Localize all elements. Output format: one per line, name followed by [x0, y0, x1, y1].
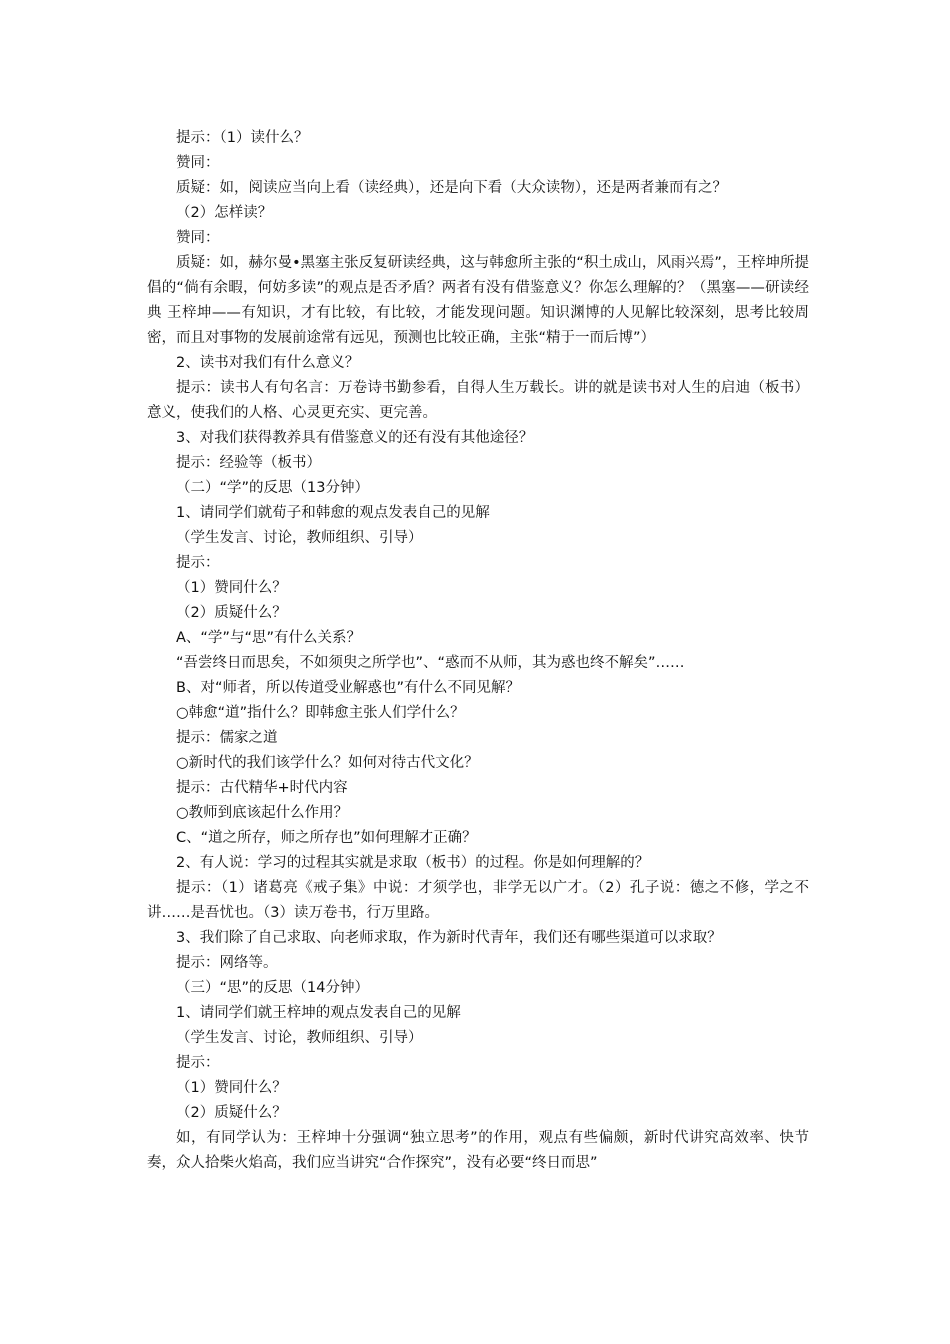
paragraph: （2）怎样读？	[176, 205, 273, 221]
paragraph: （2）质疑什么？	[176, 1105, 287, 1121]
paragraph: 2、读书对我们有什么意义？	[176, 355, 360, 371]
paragraph: 1、请同学们就荀子和韩愈的观点发表自己的见解	[176, 505, 490, 521]
paragraph: 提示：古代精华+时代内容	[176, 780, 348, 796]
paragraph: ○新时代的我们该学什么？如何对待古代文化？	[176, 755, 479, 771]
paragraph: C、“道之所存，师之所存也”如何理解才正确？	[176, 830, 477, 846]
paragraph: （2）质疑什么？	[176, 605, 287, 621]
paragraph: 2、有人说：学习的过程其实就是求取（板书）的过程。你是如何理解的？	[176, 855, 650, 871]
paragraph: 赞同：	[176, 230, 220, 246]
paragraph: “吾尝终日而思矣，不如须臾之所学也”、“惑而不从师，其为惑也终不解矣”……	[176, 655, 685, 671]
paragraph: （1）赞同什么？	[176, 1080, 287, 1096]
paragraph: 提示：读书人有句名言：万卷诗书勤参看，自得人生万载长。讲的就是读书对人生的启迪（板书）意义，使我们的人格、心灵更充实、更完善。	[147, 380, 809, 421]
paragraph: 1、请同学们就王梓坤的观点发表自己的见解	[176, 1005, 461, 1021]
paragraph: （学生发言、讨论，教师组织、引导）	[176, 1030, 423, 1046]
section-heading: （三）“思”的反思（14分钟）	[176, 980, 369, 996]
paragraph: 提示：网络等。	[176, 955, 278, 971]
paragraph: 3、我们除了自己求取、向老师求取，作为新时代青年，我们还有哪些渠道可以求取？	[176, 930, 722, 946]
paragraph: 提示：（1）读什么？	[176, 130, 309, 146]
paragraph: A、“学”与“思”有什么关系？	[176, 630, 361, 646]
section-heading: （二）“学”的反思（13分钟）	[176, 480, 369, 496]
paragraph: 提示：经验等（板书）	[176, 455, 321, 471]
paragraph: 提示：（1）诸葛亮《戒子集》中说：才须学也，非学无以广才。（2）孔子说：德之不修，学之不讲……是吾忧也。（3）读万卷书，行万里路。	[147, 880, 809, 921]
paragraph: 如，有同学认为：王梓坤十分强调“独立思考”的作用，观点有些偏颇，新时代讲究高效率、快节奏，众人拾柴火焰高，我们应当讲究“合作探究”，没有必要“终日而思”	[147, 1130, 809, 1171]
paragraph: 赞同：	[176, 155, 220, 171]
paragraph: 质疑：如，阅读应当向上看（读经典），还是向下看（大众读物），还是两者兼而有之？	[176, 180, 727, 196]
paragraph: ○韩愈“道”指什么？即韩愈主张人们学什么？	[176, 705, 465, 721]
paragraph: （1）赞同什么？	[176, 580, 287, 596]
paragraph: 提示：	[176, 1055, 220, 1071]
paragraph: B、对“师者，所以传道受业解惑也”有什么不同见解？	[176, 680, 520, 696]
paragraph: 提示：儒家之道	[176, 730, 278, 746]
paragraph: 3、对我们获得教养具有借鉴意义的还有没有其他途径？	[176, 430, 534, 446]
paragraph: ○教师到底该起什么作用？	[176, 805, 349, 821]
document-body	[147, 126, 809, 1176]
paragraph: 质疑：如，赫尔曼•黑塞主张反复研读经典，这与韩愈所主张的“积土成山，风雨兴焉”，王梓坤所提倡的“倘有余暇，何妨多读”的观点是否矛盾？两者有没有借鉴意义？你怎么理解的？（黑塞——研读经典 王梓坤——有知识，才有比较，有比较，才能发现问题。知识渊博的人见解比较深刻，思考比较周密，而且对事物的发展前途常有远见，预测也比较正确，主张“精于一而后博”）	[147, 255, 809, 346]
paragraph: （学生发言、讨论，教师组织、引导）	[176, 530, 423, 546]
paragraph: 提示：	[176, 555, 220, 571]
